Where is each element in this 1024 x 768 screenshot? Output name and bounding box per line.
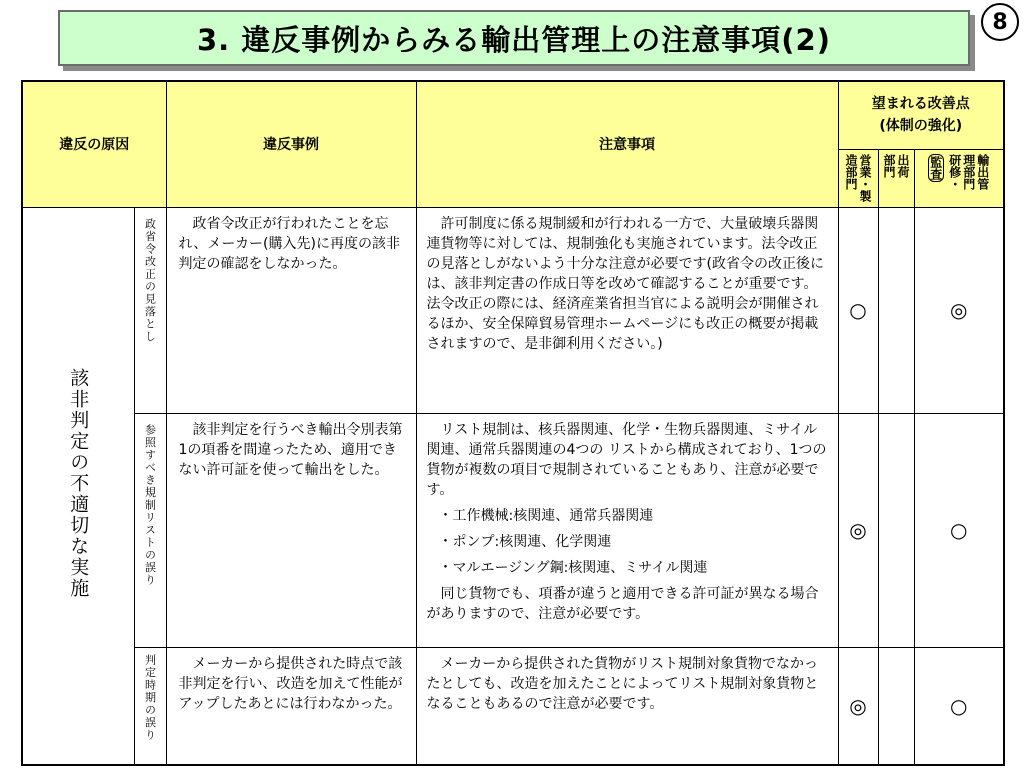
header-case: 違反事例 [166,81,416,207]
header-cause: 違反の原因 [22,81,166,207]
violation-cases-table [21,80,1005,766]
table-row [22,413,1004,647]
header-dept-sales-b: 造部門 [844,153,858,190]
mark-export-audit: ○ [914,647,1004,765]
note-intro: リスト規制は、核兵器関連、化学・生物兵器関連、ミサイル関連、通常兵器関連の4つの リストから構成されており、1つの貨物が複数の項目で規制されていることもあり、注意が必要です。 [426,421,827,498]
header-dept-shipping [878,149,914,207]
subcause-cell [134,647,166,765]
mark-sales-manufacturing: ○ [838,207,878,413]
table-row [22,647,1004,765]
header-dept-export-audit [914,149,1004,207]
header-dept-audit-a: 研修・ [947,153,962,190]
table-row [22,207,1004,413]
mark-shipping [878,647,914,765]
header-dept-shipping-a: 出荷 [896,153,910,178]
note-bullet: ・ポンプ:核関連、化学関連 [438,533,612,550]
mark-shipping [878,413,914,647]
subcause-label: 政省令改正の見落とし [143,217,157,343]
case-cell: 政省令改正が行われたことを忘れ、メーカー(購入先)に再度の該非判定の確認をしなかった。 [166,207,416,413]
subcause-cell [134,207,166,413]
header-note: 注意事項 [416,81,838,207]
page-title: 3. 違反事例からみる輸出管理上の注意事項(2) [58,10,970,66]
note-outro: 同じ貨物でも、項番が違うと適用できる許可証が異なる場合がありますので、注意が必要です。 [426,585,819,622]
header-dept-audit-b: 監査 [928,155,943,180]
note-bullet: ・マルエージング鋼:核関連、ミサイル関連 [438,559,708,576]
header-dept-export-b: 理部門 [961,153,976,190]
header-dept-export-a: 輸出管 [975,153,990,190]
note-bullet: ・工作機械:核関連、通常兵器関連 [438,507,654,524]
mark-sales-manufacturing: ◎ [838,647,878,765]
main-cause-label: 該非判定の不適切な実施 [67,368,90,600]
subcause-label: 参照すべき規制リストの誤り [143,423,157,586]
mark-export-audit: ◎ [914,207,1004,413]
mark-sales-manufacturing: ◎ [838,413,878,647]
header-improvement: 望まれる改善点 (体制の強化) [838,81,1004,149]
subcause-cell [134,413,166,647]
page-number-badge: 8 [981,3,1019,41]
note-cell: メーカーから提供された貨物がリスト規制対象貨物でなかったとしても、改造を加えたことによってリスト規制対象貨物となることもあるので注意が必要です。 [416,647,838,765]
note-cell [416,413,838,647]
main-cause-cell [22,207,134,765]
case-cell: メーカーから提供された時点で該非判定を行い、改造を加えて性能がアップしたあとには行わなかった。 [166,647,416,765]
subcause-label: 判定時期の誤り [143,653,157,741]
mark-export-audit: ○ [914,413,1004,647]
header-dept-shipping-b: 部門 [882,153,896,178]
header-dept-sales-manufacturing [838,149,878,207]
header-dept-sales-a: 営業・製 [858,153,872,202]
mark-shipping [878,207,914,413]
case-cell: 該非判定を行うべき輸出令別表第1の項番を間違ったため、適用できない許可証を使って輸出をした。 [166,413,416,647]
note-cell: 許可制度に係る規制緩和が行われる一方で、大量破壊兵器関連貨物等に対しては、規制強化も実施されています。法令改正の見落としがないよう十分な注意が必要です(政省令の改正後には、該非判定書の作成日等を改めて確認することが重要です。法令改正の際には、経済産業省担当官による説明会が開催されるほか、安全保障貿易管理ホームページにも改正の概要が掲載されますので、是非御利用ください。) [416,207,838,413]
